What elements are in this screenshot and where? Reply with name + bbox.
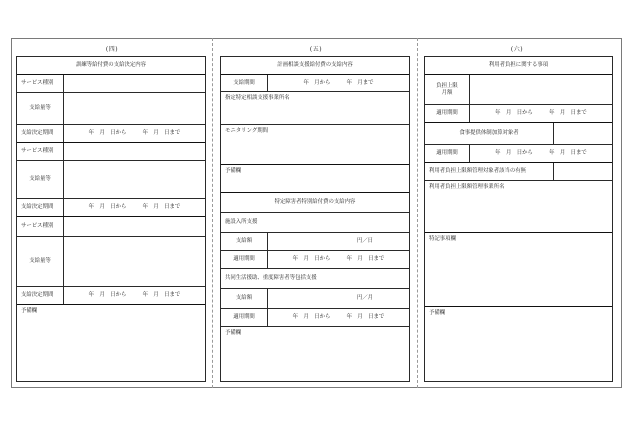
panel-6-number: (六) (510, 46, 524, 53)
service-type-label: サービス種別 (21, 223, 54, 230)
burden-cap-label: 負担上限 月額 (436, 83, 458, 96)
panel-6-title: 利用者負担に関する事項 (488, 62, 549, 69)
meal-provision-label: 食事提供体制加算対象者 (459, 130, 519, 137)
monthly-amount-label: 支給額 (235, 295, 253, 302)
amount-field[interactable] (63, 93, 205, 124)
apply-period-2-label: 適用期間 (233, 314, 255, 321)
mgmt-office-field[interactable]: 利用者負担上限額管理事業所名 (429, 184, 505, 190)
daily-amount-field[interactable]: 円／日 (267, 233, 409, 250)
remarks-field[interactable]: 予備欄 (225, 168, 242, 174)
service-type-field[interactable] (63, 217, 205, 236)
meal-provision-field[interactable] (553, 123, 612, 144)
period-field[interactable]: 年 月 日から 年 月 日まで (63, 287, 205, 304)
period-label: 支給決定期間 (21, 204, 54, 211)
apply-period-2-field[interactable]: 年 月 日から 年 月 日まで (267, 309, 409, 326)
remarks-field[interactable]: 予備欄 (429, 310, 446, 316)
mgmt-target-field[interactable] (553, 163, 612, 180)
period-label: 支給決定期間 (21, 292, 54, 299)
amount-label: 支給量等 (29, 105, 51, 112)
support-period-field[interactable]: 年 月から 年 月まで (267, 75, 409, 91)
monitoring-period-field[interactable]: モニタリング期間 (225, 128, 269, 134)
panel-5 (220, 56, 410, 382)
special-notes-field[interactable]: 特記事項欄 (429, 236, 456, 242)
period-field[interactable]: 年 月 日から 年 月 日まで (63, 125, 205, 142)
service-type-label: サービス種別 (21, 80, 54, 87)
fold-line-1 (212, 38, 213, 388)
apply-period-2-field[interactable]: 年 月 日から 年 月 日まで (469, 145, 612, 162)
apply-period-field[interactable]: 年 月 日から 年 月 日まで (267, 251, 409, 268)
apply-period-label: 適用期間 (436, 110, 458, 117)
fold-line-2 (417, 38, 418, 388)
remarks-2-field[interactable]: 予備欄 (225, 330, 242, 336)
amount-field[interactable] (63, 161, 205, 198)
panel-5-number: (五) (309, 46, 323, 53)
panel-4 (16, 56, 206, 382)
apply-period-label: 適用期間 (233, 256, 255, 263)
daily-amount-label: 支給額 (235, 238, 253, 245)
panel-5-title: 計画相談支援給付費の支給内容 (277, 62, 353, 69)
remarks-field[interactable]: 予備欄 (21, 308, 38, 314)
period-field[interactable]: 年 月 日から 年 月 日まで (63, 199, 205, 216)
service-type-field[interactable] (63, 75, 205, 92)
panel-6 (424, 56, 613, 382)
amount-label: 支給量等 (29, 176, 51, 183)
service-type-field[interactable] (63, 143, 205, 160)
amount-label: 支給量等 (29, 258, 51, 265)
support-period-label: 支給期間 (233, 79, 255, 86)
amount-field[interactable] (63, 237, 205, 286)
panel-4-title: 訓練等給付費の支給決定内容 (75, 62, 147, 69)
special-benefit-title: 特定障害者特別給付費の支給内容 (274, 199, 356, 206)
monthly-amount-field[interactable]: 円／月 (267, 289, 409, 308)
panel-4-number: (四) (105, 46, 119, 53)
service-type-label: サービス種別 (21, 148, 54, 155)
facility-support-label: 施設入所支援 (225, 219, 258, 226)
period-label: 支給決定期間 (21, 130, 54, 137)
apply-period-2-label: 適用期間 (436, 150, 458, 157)
mgmt-target-label: 利用者負担上限額管理対象者該当の有無 (429, 168, 527, 175)
apply-period-field[interactable]: 年 月 日から 年 月 日まで (469, 105, 612, 122)
burden-cap-field[interactable] (469, 75, 612, 104)
designated-office-field[interactable]: 指定特定相談支援事業所名 (225, 95, 290, 101)
group-home-label: 共同生活援助、重度障害者等包括支援 (225, 275, 317, 282)
